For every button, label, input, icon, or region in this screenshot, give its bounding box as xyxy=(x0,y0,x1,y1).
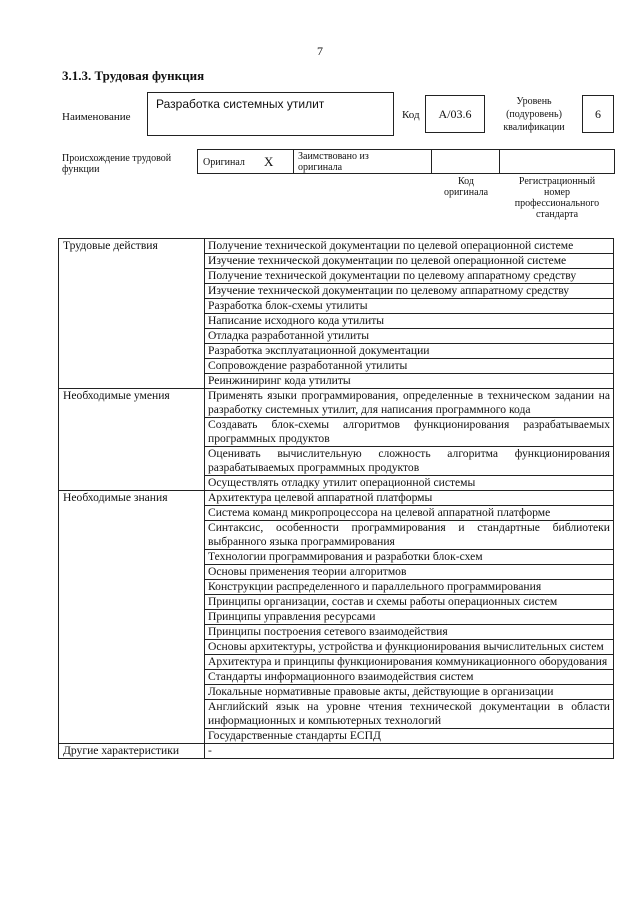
item-cell: Государственные стандарты ЕСПД xyxy=(205,729,614,744)
code-value: A/03.6 xyxy=(438,107,472,121)
item-cell: Осуществлять отладку утилит операционной системы xyxy=(205,476,614,491)
item-cell: Разработка эксплуатационной документации xyxy=(205,344,614,359)
level-label xyxy=(492,96,576,133)
code-value-box xyxy=(425,95,485,133)
item-cell: Получение технической документации по целевому аппаратному средству xyxy=(205,269,614,284)
item-cell: Сопровождение разработанной утилиты xyxy=(205,359,614,374)
caption-line: оригинала xyxy=(443,187,489,198)
origin-label-line: функции xyxy=(62,164,100,175)
page-number: 7 xyxy=(317,44,323,58)
item-cell: Получение технической документации по целевой операционной системе xyxy=(205,239,614,254)
item-cell: Основы применения теории алгоритмов xyxy=(205,565,614,580)
caption-line: профессионального xyxy=(514,198,600,209)
item-cell: Реинжиниринг кода утилиты xyxy=(205,374,614,389)
table-row xyxy=(59,389,614,418)
origin-label xyxy=(62,153,171,175)
origin-row xyxy=(197,149,615,174)
divider xyxy=(431,149,432,174)
item-cell: Архитектура и принципы функционирования коммуникационного оборудования xyxy=(205,655,614,670)
code-label: Код xyxy=(402,109,420,121)
section-title-cell: Трудовые действия xyxy=(59,239,205,389)
caption-line: стандарта xyxy=(535,209,579,220)
section-title-cell: Другие характеристики xyxy=(59,744,205,759)
section-title: 3.1.3. Трудовая функция xyxy=(62,68,205,83)
original-mark: X xyxy=(264,154,274,169)
item-cell: Английский язык на уровне чтения технической документации в области информационных и компьютерных технологий xyxy=(205,700,614,729)
caption-line: Регистрационный xyxy=(518,176,596,187)
borrowed-label-line: Заимствовано из xyxy=(298,151,369,162)
item-cell: Создавать блок-схемы алгоритмов функционирования разрабатываемых программных продуктов xyxy=(205,418,614,447)
item-cell: Применять языки программирования, определенные в техническом задании на разработку системных утилит, для написания программного кода xyxy=(205,389,614,418)
table-row xyxy=(59,239,614,254)
caption-line: Код xyxy=(458,176,474,187)
item-cell: Изучение технической документации по целевому аппаратному средству xyxy=(205,284,614,299)
item-cell: Написание исходного кода утилиты xyxy=(205,314,614,329)
item-cell: Архитектура целевой аппаратной платформы xyxy=(205,491,614,506)
caption-line: номер xyxy=(544,187,570,198)
level-label-line: квалификации xyxy=(503,122,565,133)
origin-label-line: Происхождение трудовой xyxy=(62,153,172,164)
item-cell: Оценивать вычислительную сложность алгоритма функционирования разрабатываемых программных продуктов xyxy=(205,447,614,476)
section-title-cell: Необходимые знания xyxy=(59,491,205,744)
item-cell: Система команд микропроцессора на целевой аппаратной платформе xyxy=(205,506,614,521)
name-value: Разработка системных утилит xyxy=(156,97,325,111)
item-cell: Основы архитектуры, устройства и функционирования вычислительных систем xyxy=(205,640,614,655)
item-cell: Принципы организации, состав и схемы работы операционных систем xyxy=(205,595,614,610)
borrowed-label xyxy=(298,151,369,173)
item-cell: Конструкции распределенного и параллельного программирования xyxy=(205,580,614,595)
table-row xyxy=(59,744,614,759)
table-row xyxy=(59,491,614,506)
level-label-line: (подуровень) xyxy=(506,109,562,120)
item-cell: Синтаксис, особенности программирования и стандартные библиотеки выбранного языка программирования xyxy=(205,521,614,550)
item-cell: Принципы управления ресурсами xyxy=(205,610,614,625)
level-value-box xyxy=(582,95,614,133)
divider xyxy=(293,149,294,174)
function-table xyxy=(58,238,614,759)
item-cell: Принципы построения сетевого взаимодействия xyxy=(205,625,614,640)
item-cell: - xyxy=(205,744,614,759)
section-title-cell: Необходимые умения xyxy=(59,389,205,491)
code-original-caption xyxy=(430,176,502,198)
item-cell: Технологии программирования и разработки блок-схем xyxy=(205,550,614,565)
item-cell: Локальные нормативные правовые акты, действующие в организации xyxy=(205,685,614,700)
level-value: 6 xyxy=(595,107,601,121)
divider xyxy=(499,149,500,174)
level-label-line: Уровень xyxy=(516,96,552,107)
item-cell: Стандарты информационного взаимодействия систем xyxy=(205,670,614,685)
borrowed-label-line: оригинала xyxy=(298,162,343,173)
function-table-body xyxy=(59,239,614,759)
name-value-box xyxy=(147,92,394,136)
original-label: Оригинал xyxy=(203,157,245,168)
item-cell: Изучение технической документации по целевой операционной системе xyxy=(205,254,614,269)
item-cell: Разработка блок-схемы утилиты xyxy=(205,299,614,314)
item-cell: Отладка разработанной утилиты xyxy=(205,329,614,344)
name-label: Наименование xyxy=(62,111,131,123)
reg-number-caption xyxy=(500,176,614,220)
